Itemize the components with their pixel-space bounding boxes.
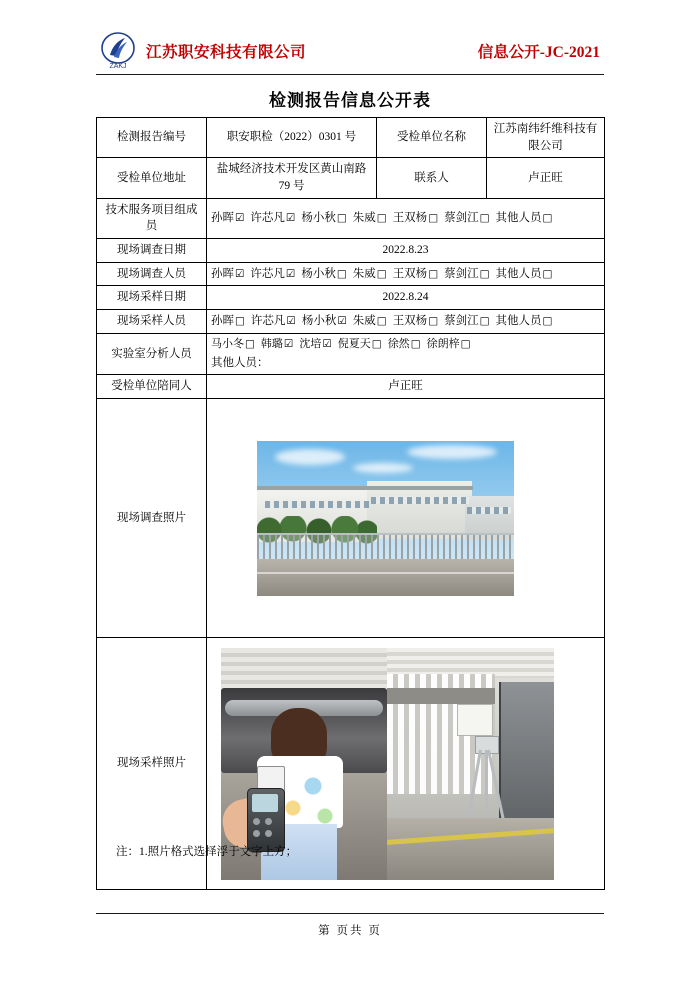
person-checkbox[interactable]: ☑ (337, 315, 347, 328)
sampling-photo-label: 现场采样照片 (97, 638, 207, 890)
table-row-photo (97, 399, 605, 638)
table-row (97, 158, 605, 198)
escort-value: 卢正旺 (207, 375, 605, 399)
person-name: 孙晖 (211, 212, 234, 225)
page-title: 检测报告信息公开表 (269, 91, 431, 110)
sampling-date-value: 2022.8.24 (207, 286, 605, 310)
document-header (96, 28, 604, 75)
person-name: 王双杨 (392, 267, 428, 280)
person-checkbox[interactable]: □ (245, 337, 255, 350)
company-name: 江苏职安科技有限公司 (146, 44, 307, 61)
person-checkbox[interactable]: □ (479, 212, 490, 225)
sampling-date-label: 现场采样日期 (97, 286, 207, 310)
table-row (97, 333, 605, 375)
person-name: 杨小秋 (301, 315, 337, 328)
person-checkbox[interactable]: □ (376, 267, 387, 280)
person-checkbox[interactable]: □ (479, 315, 490, 328)
lab-other-label: 其他人员： (211, 356, 269, 369)
person-checkbox[interactable]: □ (542, 267, 553, 280)
person-checkbox[interactable]: □ (336, 267, 347, 280)
report-no-label: 检测报告编号 (97, 118, 207, 158)
survey-photo-label: 现场调查照片 (97, 399, 207, 638)
person-checkbox[interactable]: ☑ (286, 315, 296, 328)
person-name: 朱威 (352, 315, 376, 328)
person-checkbox[interactable]: □ (410, 337, 421, 350)
survey-date-label: 现场调查日期 (97, 239, 207, 263)
person-name: 韩璐 (260, 337, 283, 350)
person-checkbox[interactable]: ☑ (322, 337, 332, 350)
person-name: 其他人员 (495, 267, 542, 280)
person-name: 徐朗梓 (426, 337, 460, 350)
person-name: 其他人员 (495, 212, 542, 225)
client-value: 江苏南纬纤维科技有限公司 (487, 118, 605, 158)
footnote: 注：1.照片格式选择浮于文字上方； (116, 846, 298, 858)
person-name: 倪夏天 (337, 337, 371, 350)
report-info-table (96, 117, 605, 890)
table-row (97, 239, 605, 263)
person-name: 杨小秋 (301, 212, 336, 225)
person-name: 许芯凡 (250, 315, 286, 328)
sampling-photo-right (387, 648, 554, 880)
person-checkbox[interactable]: □ (428, 315, 439, 328)
team-members-list (207, 198, 605, 238)
person-name: 许芯凡 (250, 212, 285, 225)
person-name: 其他人员 (495, 315, 542, 328)
person-checkbox[interactable]: □ (460, 337, 471, 350)
person-name: 孙晖 (211, 267, 234, 280)
person-checkbox[interactable]: ☑ (285, 267, 296, 280)
lab-staff-list (211, 337, 600, 353)
person-checkbox[interactable]: □ (542, 212, 553, 225)
person-name: 朱威 (352, 212, 376, 225)
person-checkbox[interactable]: □ (428, 267, 439, 280)
survey-staff-label: 现场调查人员 (97, 262, 207, 286)
person-checkbox[interactable]: □ (376, 212, 387, 225)
lab-staff-label: 实验室分析人员 (97, 333, 207, 375)
svg-text:ZAKJ: ZAKJ (109, 63, 127, 70)
lab-staff-cell (207, 333, 605, 375)
page-footer: 第 页共 页 (96, 913, 604, 938)
table-row (97, 118, 605, 158)
survey-date-value: 2022.8.23 (207, 239, 605, 263)
team-label: 技术服务项目组成员 (97, 198, 207, 238)
table-row (97, 198, 605, 238)
person-checkbox[interactable]: □ (336, 212, 347, 225)
table-row (97, 262, 605, 286)
table-row (97, 375, 605, 399)
person-checkbox[interactable]: ☑ (285, 212, 296, 225)
person-checkbox[interactable]: ☑ (235, 267, 245, 280)
survey-photo-image (257, 441, 514, 596)
address-value: 盐城经济技术开发区黄山南路 79 号 (207, 158, 377, 198)
person-name: 马小冬 (211, 337, 244, 350)
person-checkbox[interactable]: □ (542, 315, 553, 328)
person-name: 沈培 (299, 337, 322, 350)
contact-value: 卢正旺 (487, 158, 605, 198)
sampling-staff-label: 现场采样人员 (97, 310, 207, 334)
company-logo-icon (96, 31, 140, 71)
person-name: 孙晖 (211, 315, 234, 328)
header-brand (96, 31, 306, 71)
person-checkbox[interactable]: □ (428, 212, 439, 225)
address-label: 受检单位地址 (97, 158, 207, 198)
person-checkbox[interactable]: ☑ (235, 212, 245, 225)
person-checkbox[interactable]: □ (371, 337, 382, 350)
document-code: 信息公开-JC-2021 (477, 44, 600, 61)
person-name: 蔡剑江 (444, 267, 479, 280)
contact-label: 联系人 (377, 158, 487, 198)
person-name: 王双杨 (392, 315, 428, 328)
sampling-staff-list (207, 310, 605, 334)
person-name: 杨小秋 (301, 267, 336, 280)
person-checkbox[interactable]: □ (479, 267, 490, 280)
person-name: 王双杨 (392, 212, 428, 225)
person-checkbox[interactable]: ☑ (283, 337, 294, 350)
person-name: 蔡剑江 (444, 212, 479, 225)
person-name: 蔡剑江 (444, 315, 479, 328)
person-name: 朱威 (352, 267, 376, 280)
table-row (97, 286, 605, 310)
escort-label: 受检单位陪同人 (97, 375, 207, 399)
person-name: 许芯凡 (250, 267, 285, 280)
person-name: 徐然 (387, 337, 410, 350)
survey-photo-cell (207, 399, 605, 638)
person-checkbox[interactable]: □ (376, 315, 387, 328)
table-row (97, 310, 605, 334)
client-label: 受检单位名称 (377, 118, 487, 158)
report-no-value: 职安职检（2022）0301 号 (207, 118, 377, 158)
person-checkbox[interactable]: □ (235, 315, 245, 328)
survey-staff-list (207, 262, 605, 286)
